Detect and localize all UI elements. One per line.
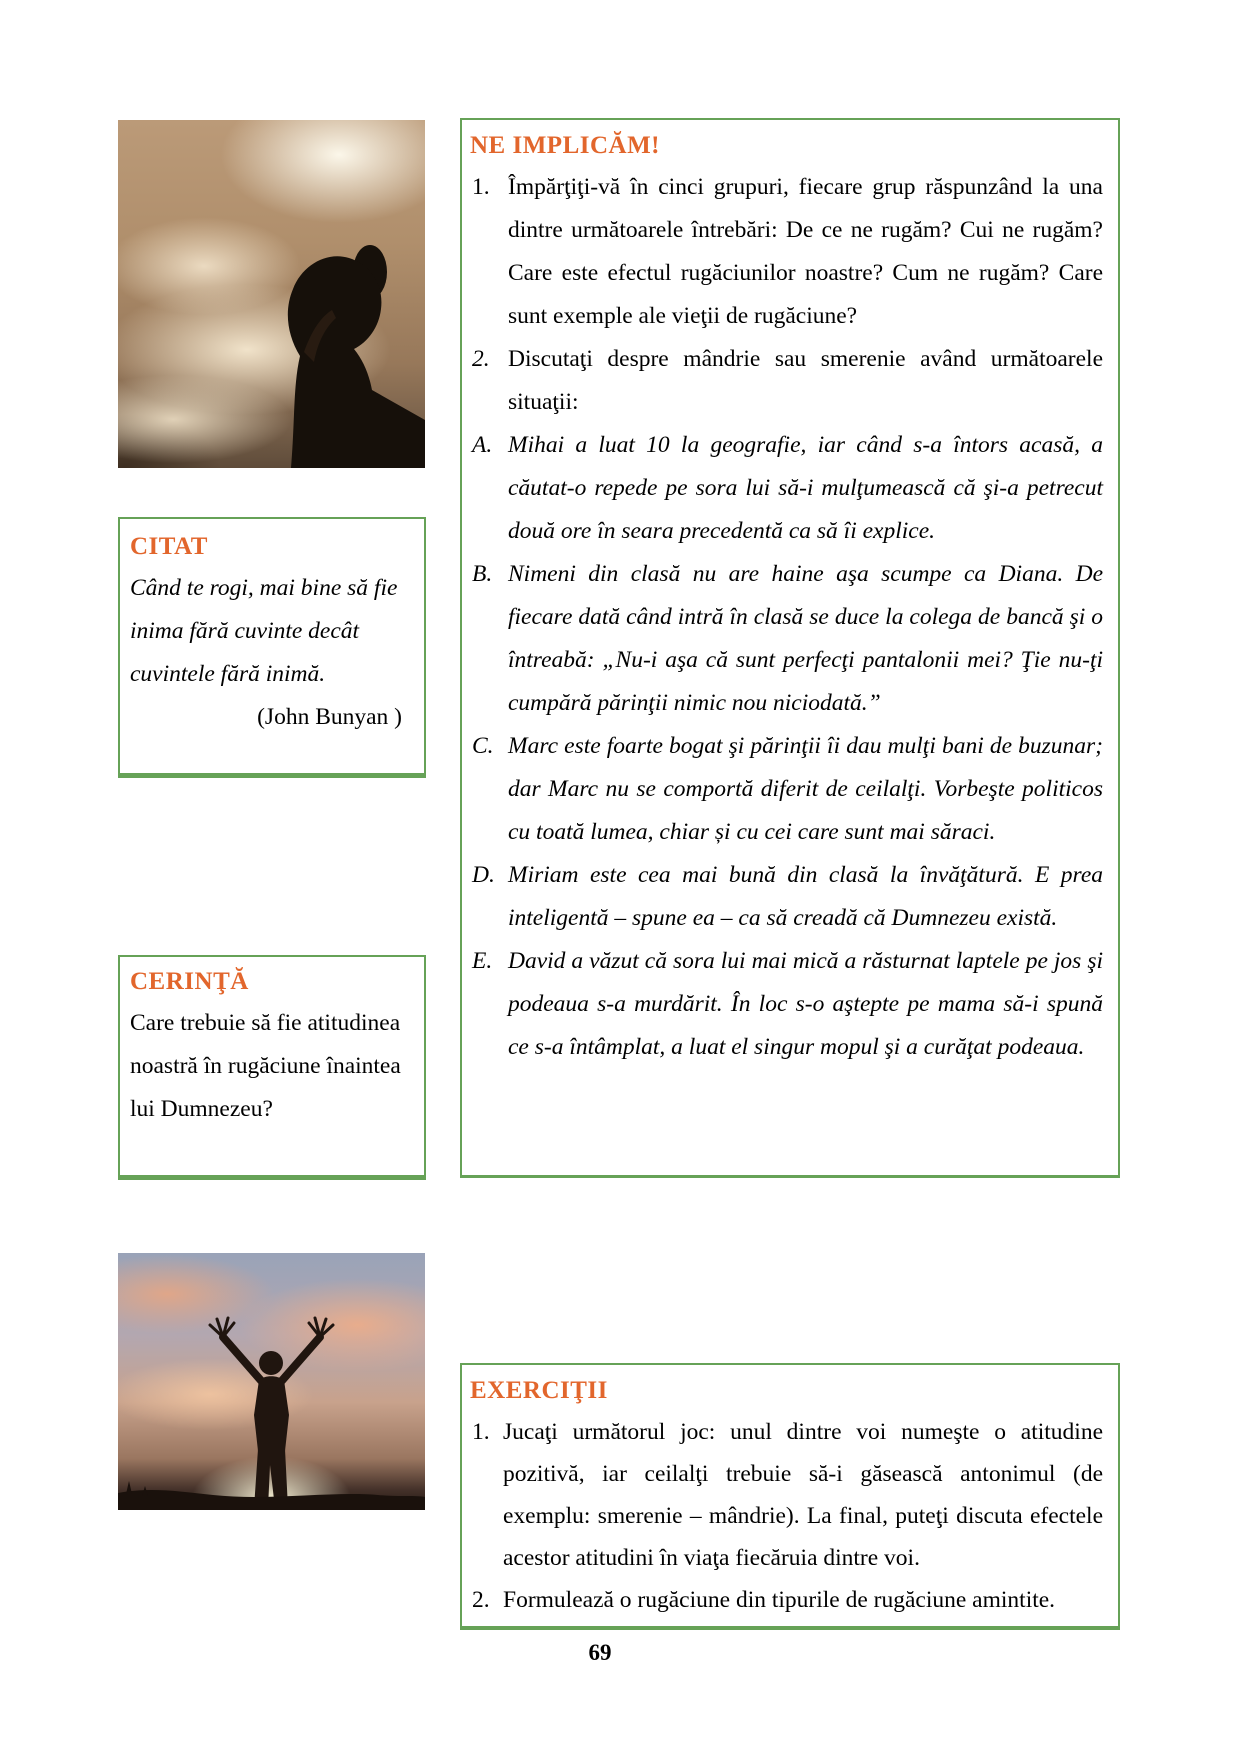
list-item (470, 1579, 1103, 1621)
list-item (470, 166, 1103, 338)
exercitii-title: EXERCIŢII (470, 1377, 608, 1404)
list-item (470, 553, 1103, 725)
item-text: Mihai a luat 10 la geografie, iar când s-a întors acasă, a căutat-o repede pe sora lui să-i mulţumească că şi-a petrecut două ore în seara precedentă ca să îi explice. (508, 432, 1103, 544)
quote-author: (John Bunyan ) (257, 704, 402, 730)
photo-arms-raised-sunset (118, 1253, 425, 1510)
list-item (470, 338, 1103, 424)
list-item (470, 854, 1103, 940)
list-item (470, 725, 1103, 854)
item-marker: C. (472, 733, 494, 759)
section-cerinta (118, 955, 426, 1180)
arms-raised-figure (118, 1253, 425, 1510)
item-text: Miriam este cea mai bună din clasă la învăţătură. E prea inteligentă – spune ea – ca să creadă că Dumnezeu există. (508, 862, 1103, 931)
photo-praying-silhouette (118, 120, 425, 468)
item-marker: A. (472, 432, 493, 458)
item-text: Nimeni din clasă nu are haine aşa scumpe ca Diana. De fiecare dată când intră în clasă se duce la colega de bancă şi o întreabă: „Nu-i aşa că sunt perfecţi pantalonii mei? Ţie nu-ţi cumpără părinţii nimic nou niciodată.” (508, 561, 1103, 716)
section-exercitii (460, 1363, 1120, 1630)
item-text: Împărţiţi-vă în cinci grupuri, fiecare grup răspunzând la una dintre următoarele întrebări: De ce ne rugăm? Cui ne rugăm? Care este efectul rugăciunilor noastre? Cum ne rugăm? Care sunt exemple ale vieţii de rugăciune? (508, 174, 1103, 329)
item-text: Formulează o rugăciune din tipurile de rugăciune amintite. (503, 1587, 1056, 1613)
list-item (470, 1411, 1103, 1579)
list-item (470, 424, 1103, 553)
quote-text: Când te rogi, mai bine să fie inima fără cuvinte decât cuvintele fără inimă. (130, 575, 398, 687)
item-text: Marc este foarte bogat şi părinţii îi dau mulţi bani de buzunar; dar Marc nu se comportă diferit de ceilalţi. Vorbeşte politicos cu toată lumea, chiar și cu cei care sunt mai săraci. (508, 733, 1103, 845)
item-marker: D. (472, 862, 495, 888)
item-marker: 1. (472, 174, 490, 200)
section-ne-implicam (460, 118, 1120, 1178)
cerinta-title: CERINŢĂ (130, 968, 249, 995)
page-number: 69 (588, 1640, 612, 1665)
item-marker: E. (472, 948, 493, 974)
citat-title: CITAT (130, 533, 208, 560)
praying-silhouette-figure (118, 120, 425, 468)
item-text: Discutaţi despre mândrie sau smerenie având următoarele situaţii: (508, 346, 1103, 415)
item-text: David a văzut că sora lui mai mică a răsturnat laptele pe jos şi podeaua s-a murdărit. În loc s-o aştepte pe mama să-i spună ce s-a întâmplat, a luat el singur mopul şi a curăţat podeaua. (508, 948, 1103, 1060)
item-text: Jucaţi următorul joc: unul dintre voi numeşte o atitudine pozitivă, iar ceilalţi trebuie să-i găsească antonimul (de exemplu: smerenie – mândrie). La final, puteţi discuta efectele acestor atitudini în viaţa fiecăruia dintre voi. (503, 1419, 1103, 1571)
ne-implicam-title: NE IMPLICĂM! (470, 132, 661, 159)
item-marker: 2. (472, 1587, 490, 1613)
list-item (470, 940, 1103, 1069)
item-marker: 1. (472, 1419, 490, 1445)
cerinta-text: Care trebuie să fie atitudinea noastră în rugăciune înaintea lui Dumnezeu? (130, 1010, 401, 1122)
section-citat (118, 517, 426, 778)
item-marker: 2. (472, 346, 490, 372)
item-marker: B. (472, 561, 493, 587)
